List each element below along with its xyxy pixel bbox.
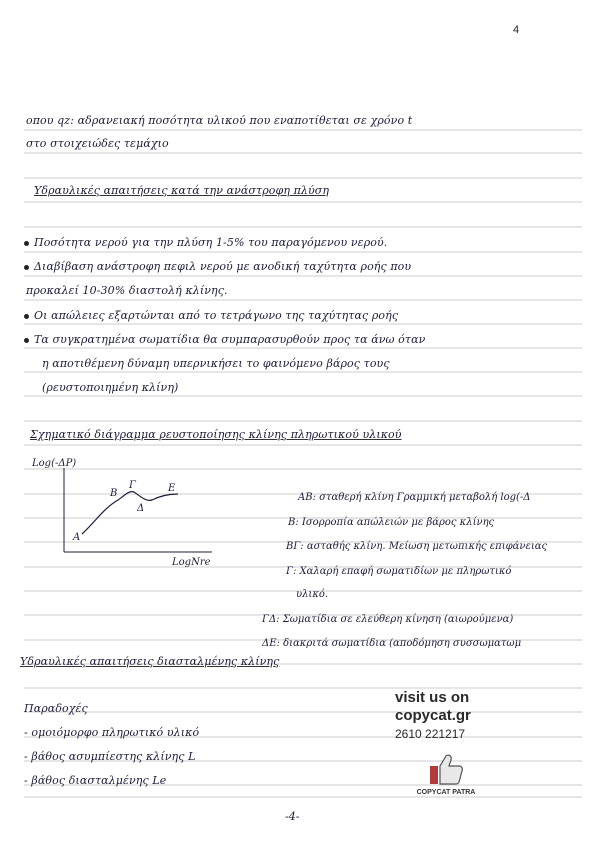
advert-brand: COPYCAT PATRA (416, 789, 476, 796)
section1-line-5-text: Τα συγκρατημένα σωματίδια θα συμπαρασυρθούν προς τα άνω όταν (34, 333, 426, 346)
section1-line-3: προκαλεί 10-30% διαστολή κλίνης. (26, 284, 228, 297)
graph-point-g: Γ (129, 480, 136, 491)
graph-y-label: Log(-ΔΡ) (32, 458, 77, 469)
section1-line-1-text: Ποσότητα νερού για την πλύση 1-5% του παραγόμενου νερού. (34, 236, 388, 249)
graph-point-b: B (110, 488, 118, 499)
graph-point-d: Δ (137, 503, 145, 514)
section1-line-7: (ρευστοποιημένη κλίνη) (42, 381, 179, 394)
thumbs-up-icon (428, 752, 464, 788)
advert-line-1: visit us on (395, 689, 470, 706)
section1-line-6: η αποτιθέμενη δύναμη υπερνικήσει το φαινόμενο βάρος τους (42, 357, 390, 370)
annotation-b: Β: Ισορροπία απώλειών με βάρος κλίνης (288, 517, 495, 528)
advert-block (395, 689, 505, 741)
section3-line-1: Παραδοχές (24, 702, 88, 715)
annotation-ab: ΑΒ: σταθερή κλίνη Γραμμική μεταβολή log(-Δ (298, 492, 531, 503)
intro-line-1: οπου qz: αδρανειακή ποσότητα υλικού που εναποτίθεται σε χρόνο t (26, 114, 413, 127)
section3-line-2: - ομοιόμορφο πληρωτικό υλικό (24, 726, 200, 739)
graph-x-label: LogNre (172, 557, 211, 568)
graph-curve (82, 492, 178, 534)
section3-line-4: - βάθος διασταλμένης Le (24, 774, 167, 787)
annotation-de: ΔΕ: διακριτά σωματίδια (αποδόμηση συσσωματωμ (262, 638, 522, 649)
graph-point-a: A (73, 532, 81, 543)
section2-heading: Σχηματικό διάγραμμα ρευστοποίησης κλίνης πληρωτικού υλικού (30, 428, 402, 441)
section1-heading: Υδραυλικές απαιτήσεις κατά την ανάστροφη πλύση (34, 184, 330, 197)
advert-phone: 2610 221217 (395, 727, 466, 741)
page-number: 4 (513, 24, 520, 36)
advert-line-2: copycat.gr (395, 707, 471, 724)
annotation-g-cont: υλικό. (296, 589, 329, 600)
graph-point-e: E (168, 483, 176, 494)
annotation-bg: ΒΓ: ασταθής κλίνη. Μείωση μετωπικής επιφάνειας (286, 541, 548, 552)
section1-line-4-text: Οι απώλειες εξαρτώνται από το τετράγωνο της ταχύτητας ροής (34, 309, 399, 322)
intro-line-2: στο στοιχειώδες τεμάχιο (26, 137, 169, 150)
section3-line-3: - βάθος ασυμπίεστης κλίνης L (24, 750, 196, 763)
footer-page-number: -4- (285, 810, 300, 823)
section3-heading: Υδραυλικές απαιτήσεις διασταλμένης κλίνης (20, 655, 280, 668)
annotation-gd: ΓΔ: Σωματίδια σε ελεύθερη κίνηση (αιωρούμενα) (262, 614, 514, 625)
annotation-g: Γ: Χαλαρή επαφή σωματιδίων με πληρωτικό (286, 566, 512, 577)
section1-line-2-text: Διαβίβαση ανάστροφη πεφιλ νερού με ανοδική ταχύτητα ροής που (34, 260, 412, 273)
